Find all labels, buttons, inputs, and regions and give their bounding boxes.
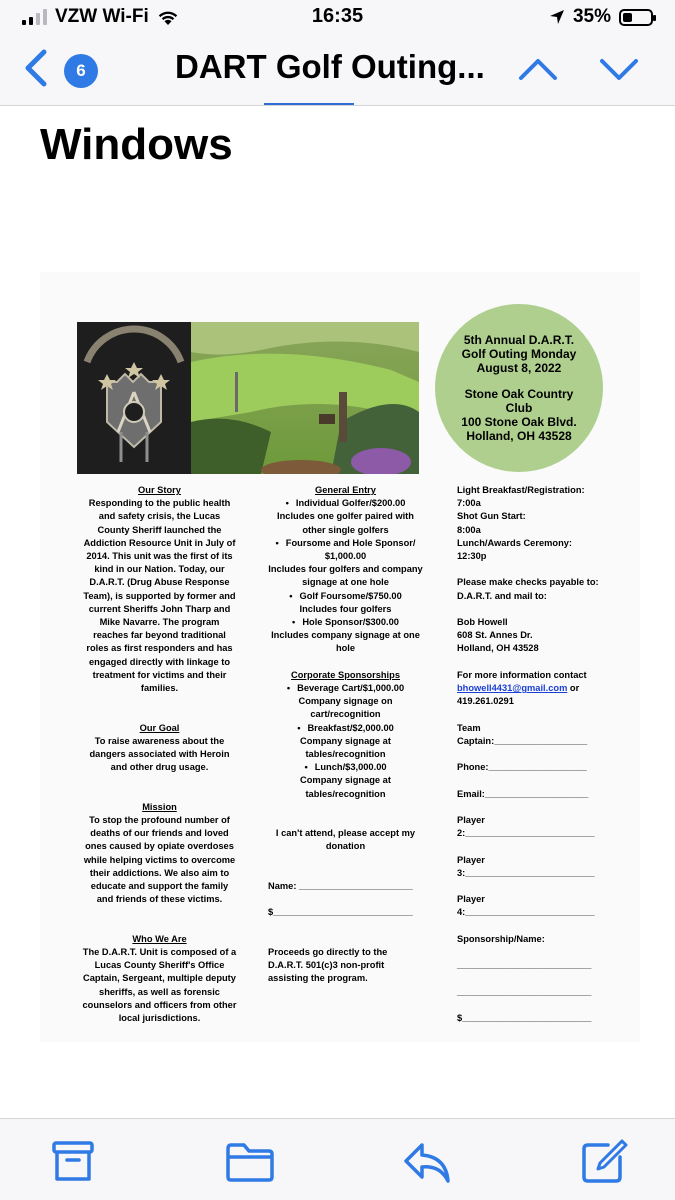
mailing-address-line: Holland, OH 43528 (457, 643, 539, 654)
entry-option: • Golf Foursome/$750.00 (289, 591, 402, 601)
schedule-line: 7:00a (457, 498, 481, 509)
message-body[interactable] (0, 106, 675, 1118)
carrier-label: VZW Wi-Fi (55, 6, 149, 27)
flyer-right-column (457, 484, 617, 1025)
event-city: Holland, OH 43528 (466, 429, 572, 443)
entry-option: • Foursome and Hole Sponsor/ $1,000.00 (276, 538, 416, 561)
entry-option-desc: Includes four golfers (299, 603, 392, 614)
schedule-line: Light Breakfast/Registration: (457, 485, 585, 495)
donation-name-line: Name: ______________________ (268, 881, 413, 892)
status-bar (0, 0, 675, 34)
donation-amount-line: $___________________________ (268, 907, 413, 918)
event-venue: Stone Oak Country (464, 387, 574, 401)
contact-or-text: or (567, 683, 580, 693)
mailing-address-line: Bob Howell (457, 617, 508, 627)
event-title-line: Golf Outing Monday (461, 347, 577, 361)
team-captain-field: Captain:__________________ (457, 735, 588, 746)
corporate-sponsorships-heading: Corporate Sponsorships (291, 669, 400, 680)
location-arrow-icon (549, 9, 565, 25)
battery-percent: 35% (572, 6, 611, 27)
donation-text: I can't attend, please accept my donation (275, 828, 416, 852)
schedule-line: 12:30p (457, 551, 487, 562)
sponsorship-name-line: __________________________ (457, 986, 592, 997)
who-we-are-text: The D.A.R.T. Unit is composed of a Lucas County Sheriff's Office Captain, Sergeant, multiple deputy sheriffs, as well as forensic counselors and officers from other local jurisdictions. (82, 947, 237, 1024)
checks-payable-text: Please make checks payable to: D.A.R.T. and mail to: (457, 577, 599, 601)
folder-icon[interactable] (225, 1139, 275, 1185)
proceeds-text: Proceeds go directly to the D.A.R.T. 501(c)3 non-profit assisting the program. (268, 946, 388, 984)
chevron-down-icon[interactable] (597, 52, 641, 86)
entry-option: • Individual Golfer/$200.00 (286, 498, 406, 508)
flyer-attachment[interactable] (40, 272, 640, 1042)
entry-option: • Hole Sponsor/$300.00 (292, 617, 399, 627)
form-field-label: Team (457, 722, 481, 733)
mission-text: To stop the profound number of deaths of our friends and loved ones caused by opiate overdoses while helping victims to overcome their addictions. We also aim to educate and support the family and friends of these victims. (83, 815, 236, 905)
our-story-text: Responding to the public health and safety crisis, the Lucas County Sheriff launched the Addiction Resource Unit in July of 2014. This unit was the first of its kind in our Nation. Today, our D.A.R.T. (Drug Abuse Response Team), is supported by former and current Sheriffs John Tharp and Mike Navarre. The program reaches far beyond traditional roles as first responders and has engaged directly with linkage to treatment for victims and their families. (83, 498, 236, 694)
entry-option-desc: Includes four golfers and company signage at one hole (268, 564, 423, 588)
sponsorship-option-desc: Company signage on cart/recognition (298, 696, 393, 720)
compose-icon[interactable] (580, 1139, 630, 1185)
nav-bar (0, 34, 675, 106)
sponsorship-name-line: __________________________ (457, 960, 592, 971)
form-field-label: Player (457, 814, 485, 825)
contact-email-link[interactable]: bhowell4431@gmail.com (457, 683, 568, 693)
sponsorship-option-desc: Company signage at tables/recognition (300, 775, 391, 799)
reply-icon[interactable] (402, 1139, 452, 1185)
player-2-field: 2:_________________________ (457, 828, 595, 839)
form-field-label: Player (457, 894, 485, 905)
our-story-heading: Our Story (138, 485, 181, 495)
event-title-line: 5th Annual D.A.R.T. (463, 333, 575, 347)
player-4-field: 4:_________________________ (457, 907, 595, 918)
mission-heading: Mission (142, 801, 177, 812)
our-goal-heading: Our Goal (139, 722, 180, 733)
entry-option-desc: Includes company signage at one hole (271, 630, 420, 654)
unread-count-badge[interactable]: 6 (64, 54, 98, 88)
contact-phone: 419.261.0291 (457, 696, 514, 707)
event-info-circle (435, 304, 603, 472)
attachment-heading: Windows (40, 120, 233, 169)
who-we-are-heading: Who We Are (132, 933, 187, 944)
email-field: Email:____________________ (457, 788, 589, 799)
flyer-middle-column (268, 484, 423, 986)
mailing-address-line: 608 St. Annes Dr. (457, 630, 533, 641)
message-subject-title: DART Golf Outing... (175, 48, 485, 85)
sponsorship-amount-line: $_________________________ (457, 1012, 592, 1023)
contact-info-text: For more information contact (457, 669, 587, 680)
sponsorship-option-desc: Company signage at tables/recognition (300, 735, 391, 760)
bottom-toolbar (0, 1118, 675, 1200)
player-3-field: 3:_________________________ (457, 867, 595, 878)
sponsorship-name-label: Sponsorship/Name: (457, 933, 545, 944)
schedule-line: Lunch/Awards Ceremony: (457, 537, 573, 548)
schedule-line: Shot Gun Start: (457, 511, 526, 522)
golf-course-photo (191, 322, 419, 474)
form-field-label: Player (457, 854, 485, 865)
flyer-left-column (82, 484, 237, 1025)
chevron-up-icon[interactable] (516, 52, 560, 86)
general-entry-heading: General Entry (315, 485, 376, 495)
back-chevron-icon[interactable] (18, 46, 54, 90)
phone-field: Phone:___________________ (457, 762, 587, 773)
sheriff-badge-logo (77, 322, 191, 474)
entry-option-desc: Includes one golfer paired with other single golfers (277, 511, 414, 535)
sponsorship-option: • Breakfast/$2,000.00 (297, 723, 394, 733)
sponsorship-option: • Beverage Cart/$1,000.00 (287, 683, 404, 693)
event-venue: Club (505, 401, 533, 415)
our-goal-text: To raise awareness about the dangers associated with Heroin and other drug usage. (89, 735, 230, 773)
battery-icon (619, 9, 653, 26)
archive-icon[interactable] (48, 1139, 98, 1185)
status-right (549, 6, 653, 28)
sponsorship-option: • Lunch/$3,000.00 (304, 762, 386, 772)
scroll-indicator (264, 103, 354, 105)
event-address: 100 Stone Oak Blvd. (461, 415, 577, 429)
event-date: August 8, 2022 (476, 361, 562, 375)
schedule-line: 8:00a (457, 524, 481, 535)
status-time: 16:35 (311, 5, 364, 27)
